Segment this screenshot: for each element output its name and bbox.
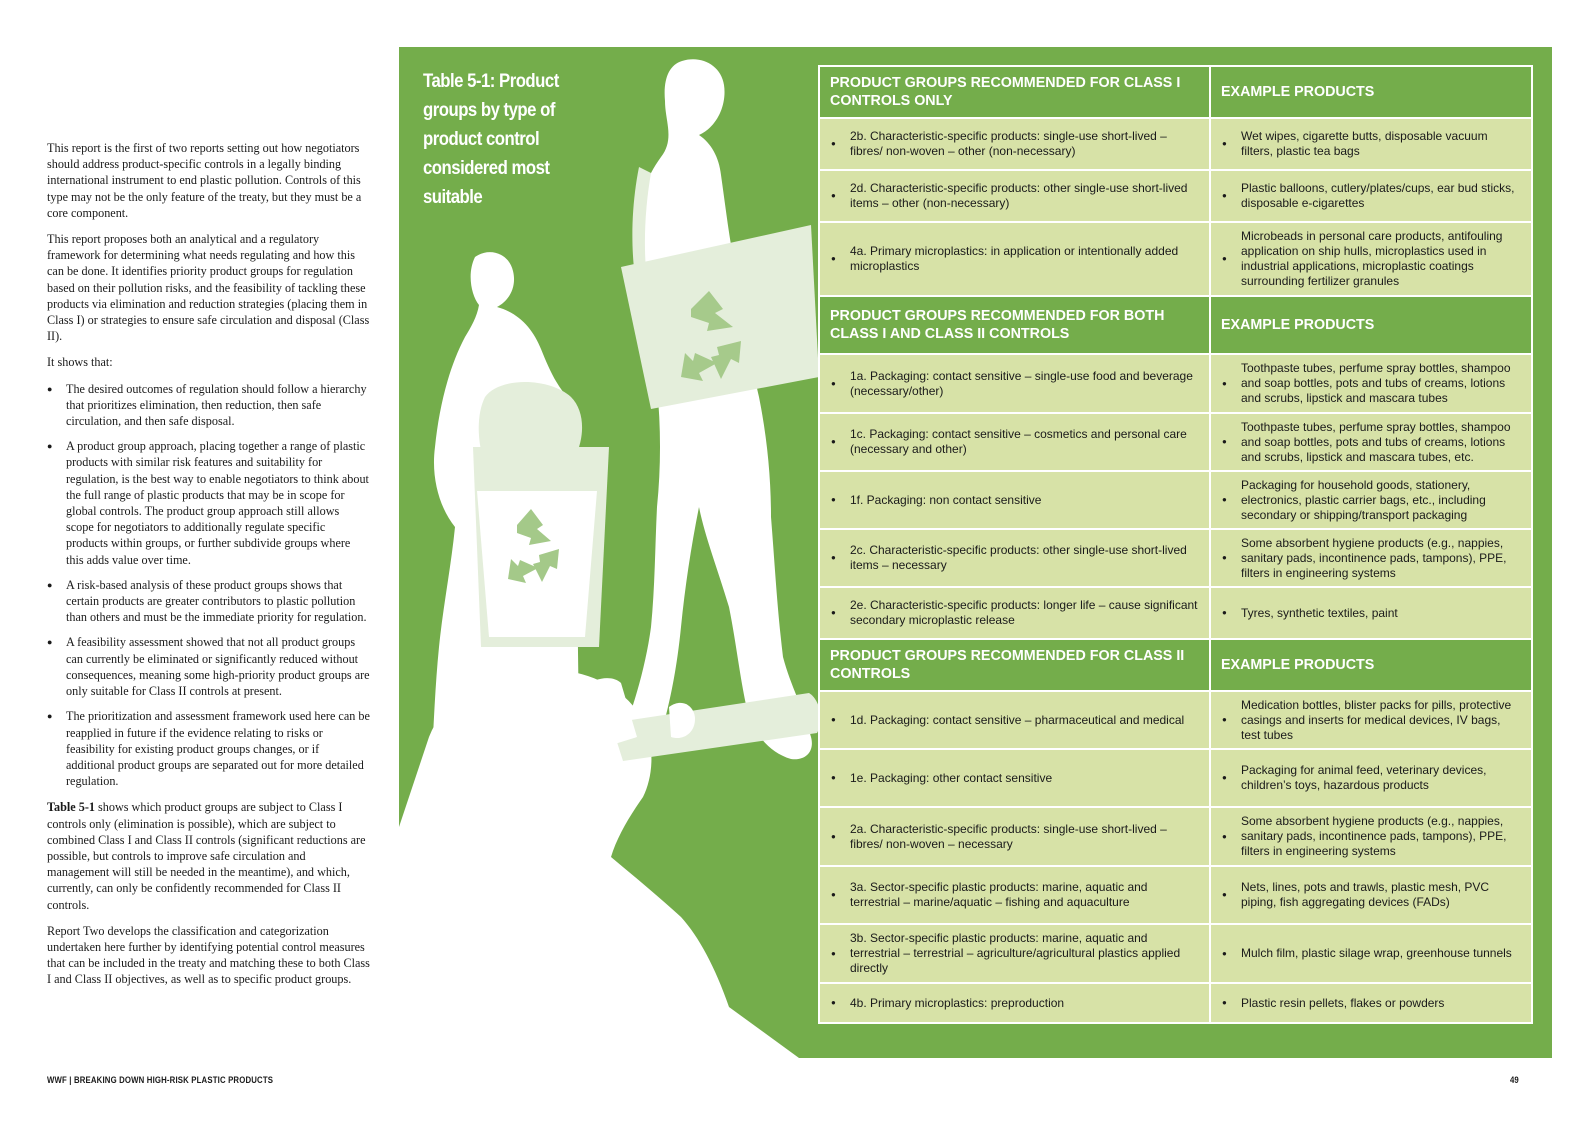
table-reference-text: shows which product groups are subject to Class I controls only (elimination is possible), which are subject to combined Class I and Class II controls (significant reductions are possible, but controls to improve safe circulation and management will still be needed in the meantime), and which, currently, can only be confidently recommended for Class II controls. [47,800,366,912]
body-text-column [47,140,370,998]
table-row [819,471,1532,529]
list-item: ● The prioritization and assessment framework used here can be reapplied in future if the evidence relating to risks or feasibility for existing product groups changes, or if additional product groups are separated out for more detailed regulation. [47,708,370,789]
intro-paragraph: This report is the first of two reports setting out how negotiators should address product-specific controls in a legally binding international instrument to end plastic pollution. Controls of this type may not be the only feature of the treaty, but they must be a core component. [47,141,362,220]
table-reference-bold: Table 5-1 [47,800,95,815]
findings-list [47,381,370,790]
example-products-cell: ● Microbeads in personal care products, antifouling application on ship hulls, microplastics used in industrial applications, microplastic coatings surrounding fertilizer granules [1210,222,1532,296]
list-item: ● A feasibility assessment showed that not all product groups can currently be eliminated or significantly reduced without consequences, meaning some high-priority product groups are only suitable for Class II controls at present. [47,634,370,699]
page-number: 49 [1510,1075,1519,1086]
table-row [819,691,1532,749]
table-row [819,749,1532,807]
product-group-cell: ● 1e. Packaging: other contact sensitive [819,749,1210,807]
product-group-cell: ● 1f. Packaging: non contact sensitive [819,471,1210,529]
table-row [819,807,1532,866]
example-products-cell: ● Some absorbent hygiene products (e.g., nappies, sanitary pads, incontinence pads, tampons), PPE, filters in engineering systems [1210,807,1532,866]
table-row [819,413,1532,471]
example-products-cell: ● Nets, lines, pots and trawls, plastic mesh, PVC piping, fish aggregating devices (FADs) [1210,866,1532,924]
example-products-cell: ● Toothpaste tubes, perfume spray bottles, shampoo and soap bottles, pots and tubs of creams, lotions and scrubs, lipstick and mascara tubes, etc. [1210,413,1532,471]
table-row [819,924,1532,983]
table-row [819,983,1532,1023]
example-header: EXAMPLE PRODUCTS [1210,639,1532,691]
example-products-cell: ● Mulch film, plastic silage wrap, greenhouse tunnels [1210,924,1532,983]
list-item: ● A product group approach, placing together a range of plastic products with similar risk features and suitability for regulation, is the best way to enable negotiators to think about the full range of plastic products that may be in scope for global controls. The product group approach still allows scope for negotiators to additionally regulate specific products within groups, or further subdivide groups where this adds value over time. [47,438,370,568]
product-group-cell: ● 4b. Primary microplastics: preproduction [819,983,1210,1023]
table-row [819,354,1532,413]
product-group-cell: ● 2e. Characteristic-specific products: longer life – cause significant secondary microplastic release [819,587,1210,639]
framework-paragraph: This report proposes both an analytical and a regulatory framework for determining what needs regulating and how this can be done. It identifies priority product groups for regulation based on their pollution risks, and the feasibility of tackling these products via elimination and reduction strategies (placing them in Class I) or strategies to ensure safe circulation and disposal (Class II). [47,232,370,344]
example-header: EXAMPLE PRODUCTS [1210,66,1532,118]
product-group-cell: ● 4a. Primary microplastics: in application or intentionally added microplastics [819,222,1210,296]
product-group-cell: ● 2b. Characteristic-specific products: single-use short-lived – fibres/ non-woven – other (non-necessary) [819,118,1210,170]
product-group-cell: ● 3a. Sector-specific plastic products: marine, aquatic and terrestrial – marine/aquatic – fishing and aquaculture [819,866,1210,924]
table-reference-paragraph [47,799,370,912]
product-group-cell: ● 2c. Characteristic-specific products: other single-use short-lived items – necessary [819,529,1210,587]
example-products-cell: ● Packaging for household goods, stationery, electronics, plastic carrier bags, etc., including secondary or shipping/transport packaging [1210,471,1532,529]
example-products-cell: ● Plastic resin pellets, flakes or powders [1210,983,1532,1023]
table-panel [399,47,1552,1058]
table-row [819,222,1532,296]
table-row [819,866,1532,924]
table-title: Table 5-1: Product groups by type of product control considered most suitable [423,70,559,208]
table-row [819,118,1532,170]
product-group-cell: ● 3b. Sector-specific plastic products: marine, aquatic and terrestrial – terrestrial – agriculture/agricultural plastics applied directly [819,924,1210,983]
section-header: PRODUCT GROUPS RECOMMENDED FOR CLASS II CONTROLS [819,639,1210,691]
product-groups-table [818,65,1533,1024]
table-row [819,529,1532,587]
example-products-cell: ● Toothpaste tubes, perfume spray bottles, shampoo and soap bottles, pots and tubs of creams, lotions and scrubs, lipstick and mascara tubes [1210,354,1532,413]
section-header-row [819,639,1532,691]
section-header-row [819,296,1532,354]
section-header: PRODUCT GROUPS RECOMMENDED FOR BOTH CLASS I AND CLASS II CONTROLS [819,296,1210,354]
example-products-cell: ● Wet wipes, cigarette butts, disposable vacuum filters, plastic tea bags [1210,118,1532,170]
example-products-cell: ● Medication bottles, blister packs for pills, protective casings and inserts for medical devices, IV bags, test tubes [1210,691,1532,749]
report-two-paragraph: Report Two develops the classification and categorization undertaken here further by identifying potential control measures that can be included in the treaty and matching these to both Class I and Class II objectives, as well as to specific product groups. [47,923,370,987]
product-group-cell: ● 2d. Characteristic-specific products: other single-use short-lived items – other (non-necessary) [819,170,1210,222]
section-header: PRODUCT GROUPS RECOMMENDED FOR CLASS I CONTROLS ONLY [819,66,1210,118]
example-products-cell: ● Plastic balloons, cutlery/plates/cups, ear bud sticks, disposable e-cigarettes [1210,170,1532,222]
example-products-cell: ● Packaging for animal feed, veterinary devices, children’s toys, hazardous products [1210,749,1532,807]
section-header-row [819,66,1532,118]
shows-that-paragraph: It shows that: [47,355,113,370]
example-header: EXAMPLE PRODUCTS [1210,296,1532,354]
list-item: ● The desired outcomes of regulation should follow a hierarchy that prioritizes elimination, then reduction, then safe circulation, and then safe disposal. [47,381,370,430]
example-products-cell: ● Some absorbent hygiene products (e.g., nappies, sanitary pads, incontinence pads, tampons), PPE, filters in engineering systems [1210,529,1532,587]
example-products-cell: ● Tyres, synthetic textiles, paint [1210,587,1532,639]
list-item: ● A risk-based analysis of these product groups shows that certain products are greater contributors to plastic pollution than others and must be the immediate priority for regulation. [47,577,370,626]
table-row [819,170,1532,222]
product-group-cell: ● 1a. Packaging: contact sensitive – single-use food and beverage (necessary/other) [819,354,1210,413]
running-footer: WWF | BREAKING DOWN HIGH-RISK PLASTIC PRODUCTS [47,1075,274,1086]
product-group-cell: ● 1d. Packaging: contact sensitive – pharmaceutical and medical [819,691,1210,749]
table-row [819,587,1532,639]
product-group-cell: ● 1c. Packaging: contact sensitive – cosmetics and personal care (necessary and other) [819,413,1210,471]
product-group-cell: ● 2a. Characteristic-specific products: single-use short-lived – fibres/ non-woven – necessary [819,807,1210,866]
